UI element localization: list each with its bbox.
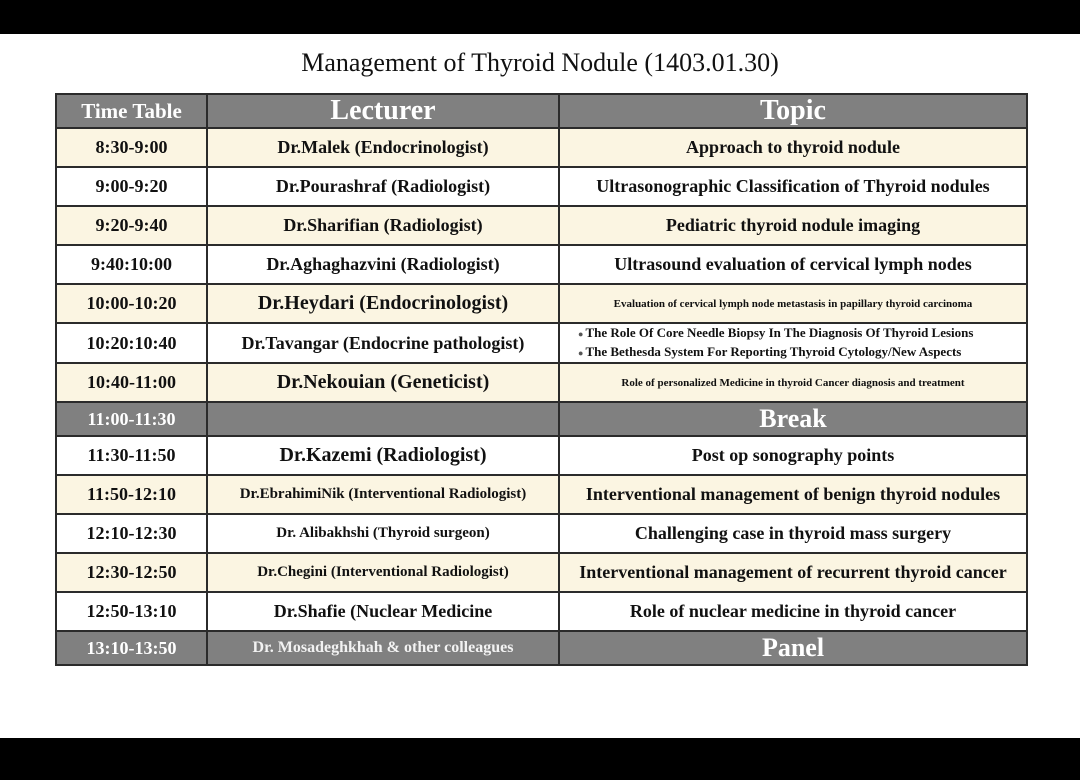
topic-cell: Evaluation of cervical lymph node metastasis in papillary thyroid carcinoma	[559, 284, 1027, 323]
topic-cell: Post op sonography points	[559, 436, 1027, 475]
time-cell: 11:30-11:50	[56, 436, 207, 475]
lecturer-cell: Dr. Mosadeghkhah & other colleagues	[207, 631, 559, 665]
page-title: Management of Thyroid Nodule (1403.01.30)	[301, 48, 779, 77]
lecturer-cell: Dr.Heydari (Endocrinologist)	[207, 284, 559, 323]
topic-list-text: The Role Of Core Needle Biopsy In The Diagnosis Of Thyroid Lesions	[585, 325, 974, 340]
time-cell: 12:10-12:30	[56, 514, 207, 553]
table-header-row	[56, 94, 1027, 128]
topic-cell: Role of nuclear medicine in thyroid cancer	[559, 592, 1027, 631]
topic-cell: Interventional management of benign thyroid nodules	[559, 475, 1027, 514]
lecturer-cell	[207, 402, 559, 436]
time-cell: 10:40-11:00	[56, 363, 207, 402]
topic-cell: Interventional management of recurrent thyroid cancer	[559, 553, 1027, 592]
topic-cell	[559, 323, 1027, 363]
topic-cell: Break	[559, 402, 1027, 436]
lecturer-cell: Dr.Shafie (Nuclear Medicine	[207, 592, 559, 631]
lecturer-cell: Dr.Malek (Endocrinologist)	[207, 128, 559, 167]
topic-list-item	[578, 324, 1022, 343]
topic-cell: Pediatric thyroid nodule imaging	[559, 206, 1027, 245]
table-row	[56, 167, 1027, 206]
table-row	[56, 323, 1027, 363]
lecturer-cell: Dr.Sharifian (Radiologist)	[207, 206, 559, 245]
table-row	[56, 592, 1027, 631]
bullet-icon: ●	[578, 348, 584, 358]
time-cell: 10:20:10:40	[56, 323, 207, 363]
header-lecturer: Lecturer	[207, 94, 559, 128]
topic-cell: Ultrasonographic Classification of Thyroid nodules	[559, 167, 1027, 206]
panel-row	[56, 631, 1027, 665]
table-row	[56, 363, 1027, 402]
table-row	[56, 475, 1027, 514]
lecturer-cell: Dr.Pourashraf (Radiologist)	[207, 167, 559, 206]
schedule-table	[55, 93, 1028, 666]
table-row	[56, 206, 1027, 245]
time-cell: 11:50-12:10	[56, 475, 207, 514]
time-cell: 9:40:10:00	[56, 245, 207, 284]
time-cell: 13:10-13:50	[56, 631, 207, 665]
lecturer-cell: Dr.Kazemi (Radiologist)	[207, 436, 559, 475]
topic-cell: Challenging case in thyroid mass surgery	[559, 514, 1027, 553]
time-cell: 12:50-13:10	[56, 592, 207, 631]
topic-cell: Approach to thyroid nodule	[559, 128, 1027, 167]
topic-list-text: The Bethesda System For Reporting Thyroid Cytology/New Aspects	[585, 344, 962, 359]
lecturer-cell: Dr.Aghaghazvini (Radiologist)	[207, 245, 559, 284]
table-row	[56, 245, 1027, 284]
lecturer-cell: Dr.Chegini (Interventional Radiologist)	[207, 553, 559, 592]
break-row	[56, 402, 1027, 436]
lecturer-cell: Dr. Alibakhshi (Thyroid surgeon)	[207, 514, 559, 553]
topic-list-item	[578, 343, 1022, 362]
lecturer-cell: Dr.Nekouian (Geneticist)	[207, 363, 559, 402]
time-cell: 10:00-10:20	[56, 284, 207, 323]
time-cell: 12:30-12:50	[56, 553, 207, 592]
topic-cell: Panel	[559, 631, 1027, 665]
time-cell: 11:00-11:30	[56, 402, 207, 436]
time-cell: 9:20-9:40	[56, 206, 207, 245]
table-row	[56, 514, 1027, 553]
time-cell: 9:00-9:20	[56, 167, 207, 206]
table-row	[56, 128, 1027, 167]
time-cell: 8:30-9:00	[56, 128, 207, 167]
header-time: Time Table	[56, 94, 207, 128]
header-topic: Topic	[559, 94, 1027, 128]
table-row	[56, 284, 1027, 323]
lecturer-cell: Dr.Tavangar (Endocrine pathologist)	[207, 323, 559, 363]
bullet-icon: ●	[578, 329, 584, 339]
table-row	[56, 436, 1027, 475]
table-row	[56, 553, 1027, 592]
schedule-sheet	[0, 34, 1080, 738]
lecturer-cell: Dr.EbrahimiNik (Interventional Radiologist)	[207, 475, 559, 514]
topic-cell: Role of personalized Medicine in thyroid Cancer diagnosis and treatment	[559, 363, 1027, 402]
topic-cell: Ultrasound evaluation of cervical lymph nodes	[559, 245, 1027, 284]
